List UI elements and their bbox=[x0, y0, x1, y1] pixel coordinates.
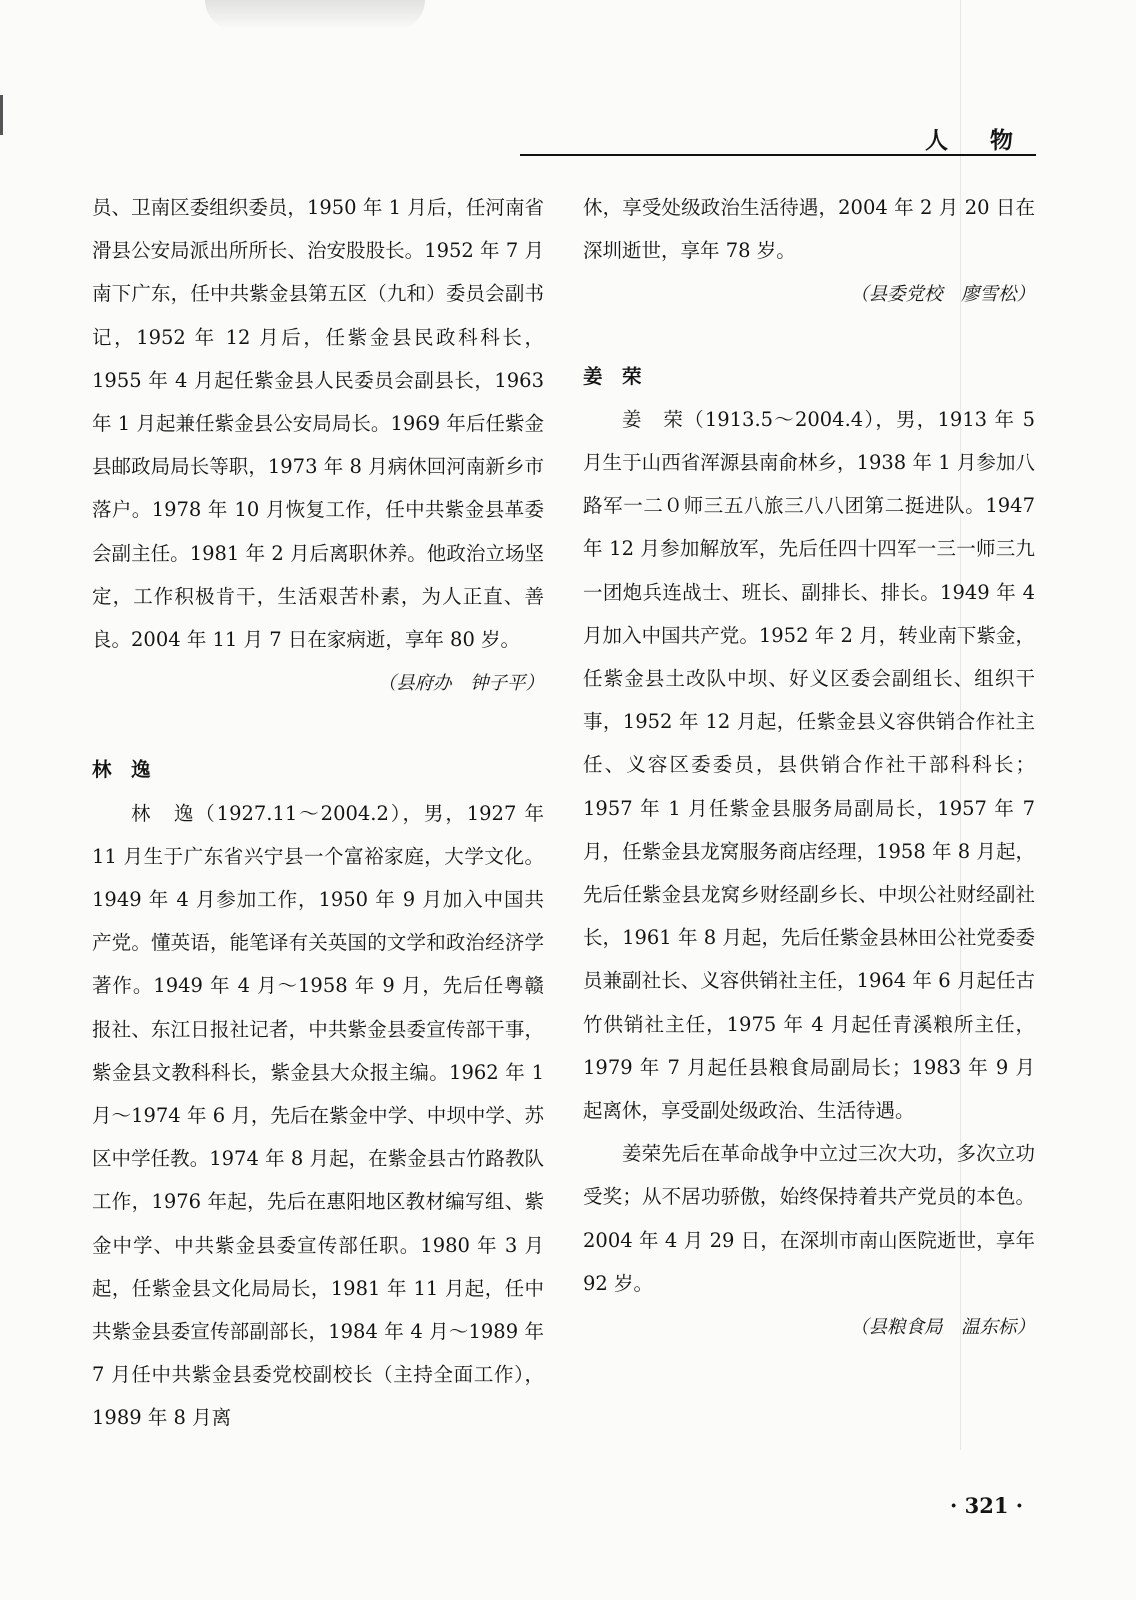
section-heading-lin-yi: 林 逸 bbox=[92, 758, 151, 782]
page-number: · 321 · bbox=[950, 1493, 1024, 1518]
left-column bbox=[92, 186, 544, 1440]
section-gap bbox=[92, 705, 544, 748]
author-signature: （县府办 钟子平） bbox=[377, 673, 544, 695]
running-header-title: 人物 bbox=[925, 127, 1055, 154]
biography-paragraph-lin-yi: 林 逸（1927.11～2004.2），男，1927 年 11 月生于广东省兴宁县一个富裕家庭，大学文化。1949 年 4 月参加工作，1950 年 9 月加入中国共产党。懂英语，能笔译有关英国的文学和政治经济学著作。1949 年 4 月～1958 年 9 月，先后任粤赣报社、东江日报社记者，中共紫金县委宣传部干事，紫金县文教科科长，紫金县大众报主编。1962 年 1 月～1974 年 6 月，先后在紫金中学、中坝中学、苏区中学任教。1974 年 8 月起，在紫金县古竹路教队工作，1976 年起，先后在惠阳地区教材编写组、紫金中学、中共紫金县委宣传部任职。1980 年 3 月起，任紫金县文化局局长，1981 年 11 月起，任中共紫金县委宣传部副部长，1984 年 4 月～1989 年 7 月任中共紫金县委党校副校长（主持全面工作），1989 年 8 月离 bbox=[92, 801, 544, 1430]
biography-paragraph-jiang-rong: 姜 荣（1913.5～2004.4），男，1913 年 5 月生于山西省浑源县南俞林乡，1938 年 1 月参加八路军一二０师三五八旅三八八团第二挺进队。1947 年 12 月参加解放军，先后任四十四军一三一师三九一团炮兵连战士、班长、副排长、排长。1949 年 4 月加入中国共产党。1952 年 2 月，转业南下紫金，任紫金县土改队中坝、好义区委会副组长、组织干事，1952 年 12 月起，任紫金县义容供销合作社主任、义容区委委员，县供销合作社干部科科长；1957 年 1 月任紫金县服务局副局长，1957 年 7 月，任紫金县龙窝服务商店经理，1958 年 8 月起，先后任紫金县龙窝乡财经副乡长、中坝公社财经副社长，1961 年 8 月起，先后任紫金县林田公社党委委员兼副社长、义容供销社主任，1964 年 6 月起任古竹供销社主任，1975 年 4 月起任青溪粮所主任，1979 年 7 月起任县粮食局副局长；1983 年 9 月起离休，享受副处级政治、生活待遇。 bbox=[583, 407, 1035, 1123]
header-rule bbox=[520, 154, 1036, 156]
biography-paragraph-jiang-rong-2: 姜荣先后在革命战争中立过三次大功，多次立功受奖；从不居功骄傲，始终保持着共产党员的本色。2004 年 4 月 29 日，在深圳市南山医院逝世，享年 92 岁。 bbox=[583, 1142, 1035, 1295]
continued-biography-paragraph: 休，享受处级政治生活待遇，2004 年 2 月 20 日在深圳逝世，享年 78 岁。 bbox=[583, 196, 1035, 263]
section-gap bbox=[583, 317, 1035, 355]
author-signature: （县委党校 廖雪松） bbox=[849, 284, 1035, 306]
section-heading-jiang-rong: 姜 荣 bbox=[583, 364, 642, 388]
binding-edge-mark bbox=[0, 95, 3, 135]
continued-biography-paragraph: 员、卫南区委组织委员，1950 年 1 月后，任河南省滑县公安局派出所所长、治安股股长。1952 年 7 月南下广东，任中共紫金县第五区（九和）委员会副书记，1952 年 12 月后，任紫金县民政科科长，1955 年 4 月起任紫金县人民委员会副县长，1963 年 1 月起兼任紫金县公安局局长。1969 年后任紫金县邮政局局长等职，1973 年 8 月病休回河南新乡市落户。1978 年 10 月恢复工作，任中共紫金县革委会副主任。1981 年 2 月后离职休养。他政治立场坚定，工作积极肯干，生活艰苦朴素，为人正直、善良。2004 年 11 月 7 日在家病逝，享年 80 岁。 bbox=[92, 196, 544, 652]
author-signature: （县粮食局 温东标） bbox=[849, 1317, 1035, 1339]
right-column bbox=[583, 186, 1035, 1349]
scan-shadow bbox=[205, 0, 425, 30]
